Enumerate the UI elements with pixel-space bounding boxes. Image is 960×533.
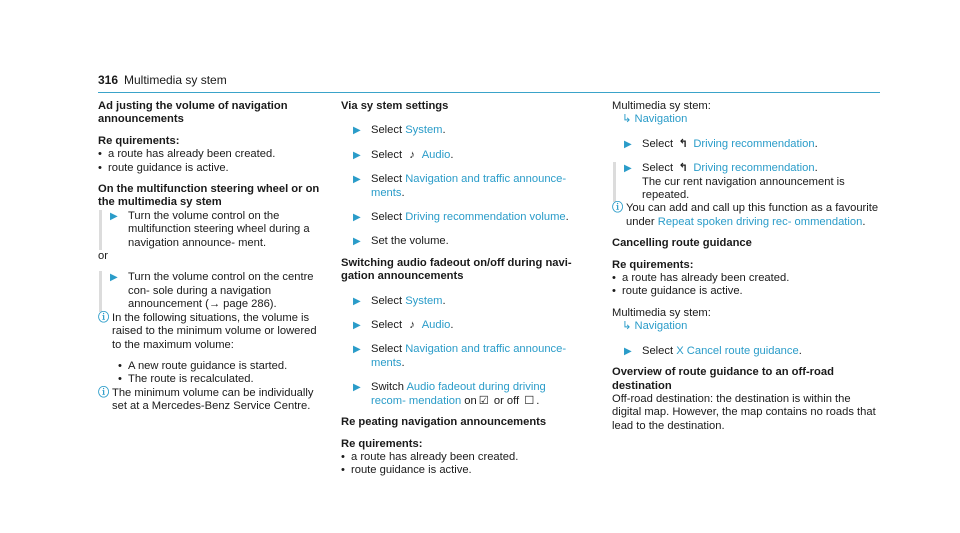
requirement-item: • route guidance is active. (98, 162, 326, 175)
step-text: Select (642, 137, 674, 150)
punct: . (565, 211, 569, 224)
step-arrow-icon: ▶ (353, 149, 361, 161)
step-arrow-icon: ▶ (353, 125, 361, 137)
menu-link-navigation-announcements[interactable]: Navigation and traffic announce‐ ments (371, 173, 567, 199)
route-icon: ↰ (678, 137, 688, 150)
step-text: Select (371, 211, 403, 224)
step-text: Select (371, 294, 403, 307)
step-result-text: The cur rent navigation announcement is repeated. (642, 175, 845, 202)
requirement-item: • a route has already been created. (98, 148, 326, 161)
path-arrow-icon: ↳ (622, 320, 632, 333)
column-3 (612, 100, 880, 433)
section-heading: Switching audio fadeout on/off during navi‐ gation announcements (341, 256, 572, 283)
page-header (98, 72, 880, 93)
step (341, 295, 573, 308)
step-text: Select (371, 124, 403, 137)
or-label: or (98, 250, 108, 263)
step-arrow-icon: ▶ (110, 210, 118, 222)
step-text: Set the volume. (371, 235, 449, 248)
step-text: Turn the volume control on the multifunction steering wheel during a navigation announce‐ ment. (128, 209, 310, 249)
menu-link-audio-fadeout[interactable]: Audio fadeout during driving recom‐ mendation (371, 381, 546, 407)
menu-link-driving-recommendation-volume[interactable]: Driving recommendation volume (405, 211, 566, 224)
step-arrow-icon: ▶ (353, 174, 361, 186)
punct: . (401, 186, 405, 199)
step-text: on (464, 394, 477, 407)
section-heading: Re peating navigation announcements (341, 416, 547, 429)
requirements-label: Re quirements: (612, 258, 694, 271)
punct: . (401, 356, 405, 369)
punct: . (536, 394, 540, 407)
step (612, 138, 880, 151)
multimedia-system-label: Multimedia sy stem: (612, 100, 711, 112)
menu-path (612, 113, 880, 126)
menu-link-audio[interactable]: Audio (421, 319, 451, 332)
note-text: The minimum volume can be individually set at a Mercedes-Benz Service Centre. (112, 386, 314, 413)
audio-icon: ♪ (409, 148, 415, 161)
step-text: Select (371, 343, 403, 356)
step (612, 345, 880, 358)
step-text: Select (371, 148, 403, 161)
note (612, 202, 880, 229)
step (341, 211, 573, 224)
menu-link-navigation-announcements[interactable]: Navigation and traffic announce‐ ments (371, 343, 567, 369)
column-1 (98, 100, 326, 414)
step-arrow-icon: ▶ (353, 236, 361, 248)
menu-link-navigation[interactable]: Navigation (634, 320, 688, 333)
sub-heading: On the multifunction steering wheel or on the multimedia sy stem (98, 183, 320, 209)
step (341, 124, 573, 137)
requirements-label: Re quirements: (341, 437, 423, 450)
step-marker-bar (613, 162, 616, 202)
punct: . (798, 344, 802, 357)
requirements-label: Re quirements: (98, 134, 180, 147)
requirement-item: • route guidance is active. (341, 464, 573, 477)
info-icon: ⓘ (98, 311, 110, 324)
checkbox-checked-icon: ☑ (478, 394, 489, 407)
step-text: Select (642, 344, 674, 357)
note-list-item: • The route is recalculated. (98, 373, 326, 386)
step-text: Select (642, 162, 674, 175)
menu-link-driving-recommendation[interactable]: Driving recommendation (693, 162, 815, 175)
menu-link-driving-recommendation[interactable]: Driving recommendation (693, 137, 815, 150)
requirement-item: • a route has already been created. (341, 451, 573, 464)
step-arrow-icon: ▶ (353, 295, 361, 307)
step-arrow-icon: ▶ (624, 163, 632, 175)
punct: . (442, 294, 446, 307)
audio-icon: ♪ (409, 319, 415, 332)
step-arrow-icon: ▶ (353, 382, 361, 394)
menu-link-system[interactable]: System (405, 294, 443, 307)
step (341, 149, 573, 162)
requirement-item: • a route has already been created. (612, 272, 880, 285)
note (98, 387, 326, 414)
menu-link-repeat-spoken-recommendation[interactable]: Repeat spoken driving rec‐ ommendation (657, 215, 863, 228)
punct: . (814, 162, 818, 175)
punct: . (814, 137, 818, 150)
note-text: In the following situations, the volume is raised to the minimum volume or lowered to the maximum volume: (112, 311, 317, 351)
step (341, 381, 573, 408)
step-arrow-icon: ▶ (353, 320, 361, 332)
step-text: or off (493, 394, 520, 407)
section-heading: Cancelling route guidance (612, 237, 752, 250)
punct: . (442, 124, 446, 137)
step-marker-bar (99, 271, 102, 311)
menu-link-system[interactable]: System (405, 124, 443, 137)
header-title: Multimedia sy stem (124, 73, 227, 87)
paragraph: Off-road destination: the destination is within the digital map. However, the map contains no roads that lead to the destination. (612, 392, 876, 432)
column-2 (341, 100, 573, 478)
step-arrow-icon: ▶ (353, 344, 361, 356)
step-arrow-icon: ▶ (624, 138, 632, 150)
page-number: 316 (98, 73, 119, 87)
requirement-item: • route guidance is active. (612, 285, 880, 298)
multimedia-system-label: Multimedia sy stem: (612, 306, 711, 319)
step-text: Select (371, 319, 403, 332)
step-marker-bar (99, 210, 102, 250)
step (612, 162, 880, 202)
checkbox-unchecked-icon: ☐ (524, 394, 535, 407)
step-text: Select (371, 173, 403, 186)
step (341, 235, 573, 248)
menu-link-cancel-route-guidance[interactable]: X Cancel route guidance (676, 344, 799, 357)
step (98, 210, 326, 250)
step (341, 173, 573, 200)
info-icon: ⓘ (612, 202, 624, 215)
section-heading: Via sy stem settings (341, 100, 449, 112)
note (98, 312, 326, 352)
section-heading: Overview of route guidance to an off-road destination (612, 366, 834, 392)
step-arrow-icon: ▶ (624, 345, 632, 357)
step (341, 343, 573, 370)
note-list-item: • A new route guidance is started. (98, 360, 326, 373)
menu-path (612, 320, 880, 333)
step-text: Switch (371, 381, 404, 394)
step-text: Turn the volume control on the centre con‐ sole during a navigation announcement (→ page 286). (128, 271, 314, 311)
punct: . (450, 319, 454, 332)
route-icon: ↰ (678, 162, 688, 175)
step (98, 271, 326, 311)
menu-link-audio[interactable]: Audio (421, 148, 451, 161)
path-arrow-icon: ↳ (622, 113, 632, 126)
punct: . (862, 215, 866, 228)
step-arrow-icon: ▶ (110, 272, 118, 284)
info-icon: ⓘ (98, 386, 110, 399)
step-arrow-icon: ▶ (353, 212, 361, 224)
note-text: You can add and call up this function as a favourite under (626, 202, 879, 228)
menu-link-navigation[interactable]: Navigation (634, 113, 688, 126)
step (341, 319, 573, 332)
punct: . (450, 148, 454, 161)
section-heading: Ad justing the volume of navigation announcements (98, 100, 288, 126)
